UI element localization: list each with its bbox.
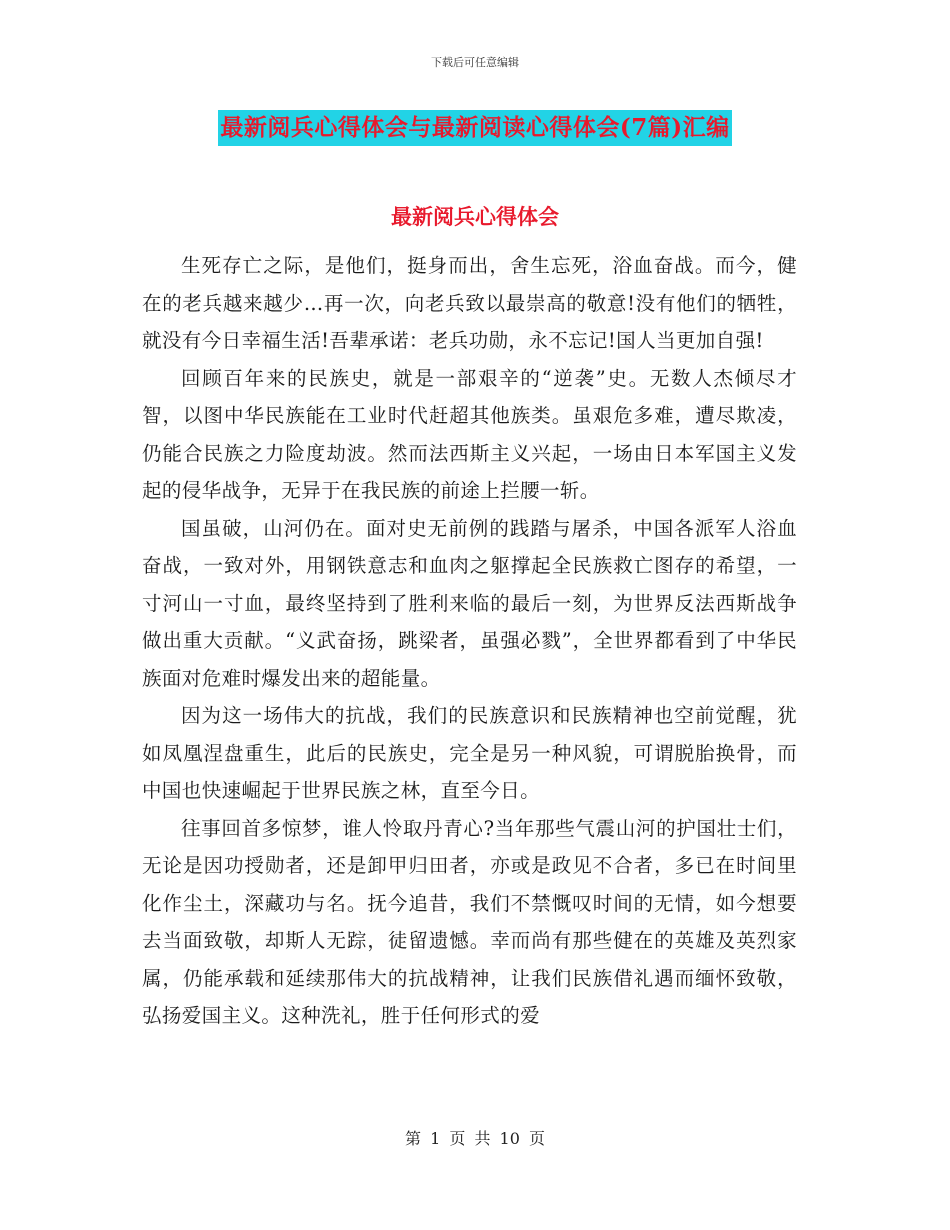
section-title: 最新阅兵心得体会	[391, 204, 559, 229]
document-title: 最新阅兵心得体会与最新阅读心得体会(7篇)汇编	[218, 110, 731, 146]
body-paragraph: 往事回首多惊梦，谁人怜取丹青心?当年那些气震山河的护国壮士们，无论是因功授勋者，还是卸甲归田者，亦或是政见不合者，多已在时间里化作尘土，深藏功与名。抚今追昔，我们不禁慨叹时间的无情，如今想要去当面致敬，却斯人无踪，徒留遗憾。幸而尚有那些健在的英雄及英烈家属，仍能承载和延续那伟大的抗战精神，让我们民族借礼遇而缅怀致敬，弘扬爱国主义。这种洗礼，胜于任何形式的爱	[142, 816, 797, 1027]
body-paragraph: 回顾百年来的民族史，就是一部艰辛的“逆袭”史。无数人杰倾尽才智，以图中华民族能在工业时代赶超其他族类。虽艰危多难，遭尽欺凌，仍能合民族之力险度劫波。然而法西斯主义兴起，一场由日本军国主义发起的侵华战争，无异于在我民族的前途上拦腰一斩。	[142, 366, 797, 502]
body-paragraph: 生死存亡之际，是他们，挺身而出，舍生忘死，浴血奋战。而今，健在的老兵越来越少…再一次，向老兵致以最崇高的敬意!没有他们的牺牲，就没有今日幸福生活!吾辈承诺：老兵功勋，永不忘记!国人当更加自强!	[142, 254, 797, 352]
document-title-container	[0, 110, 950, 146]
page-number-footer: 第 1 页 共 10 页	[405, 1129, 545, 1148]
body-paragraph: 国虽破，山河仍在。面对史无前例的践踏与屠杀，中国各派军人浴血奋战，一致对外，用钢铁意志和血肉之躯撑起全民族救亡图存的希望，一寸河山一寸血，最终坚持到了胜利来临的最后一刻，为世界反法西斯战争做出重大贡献。“义武奋扬，跳梁者，虽强必戮”，全世界都看到了中华民族面对危难时爆发出来的超能量。	[142, 516, 797, 690]
page-header-note: 下载后可任意编辑	[431, 56, 519, 69]
document-body	[142, 247, 797, 1035]
body-paragraph: 因为这一场伟大的抗战，我们的民族意识和民族精神也空前觉醒，犹如凤凰涅盘重生，此后的民族史，完全是另一种风貌，可谓脱胎换骨，而中国也快速崛起于世界民族之林，直至今日。	[142, 704, 797, 802]
